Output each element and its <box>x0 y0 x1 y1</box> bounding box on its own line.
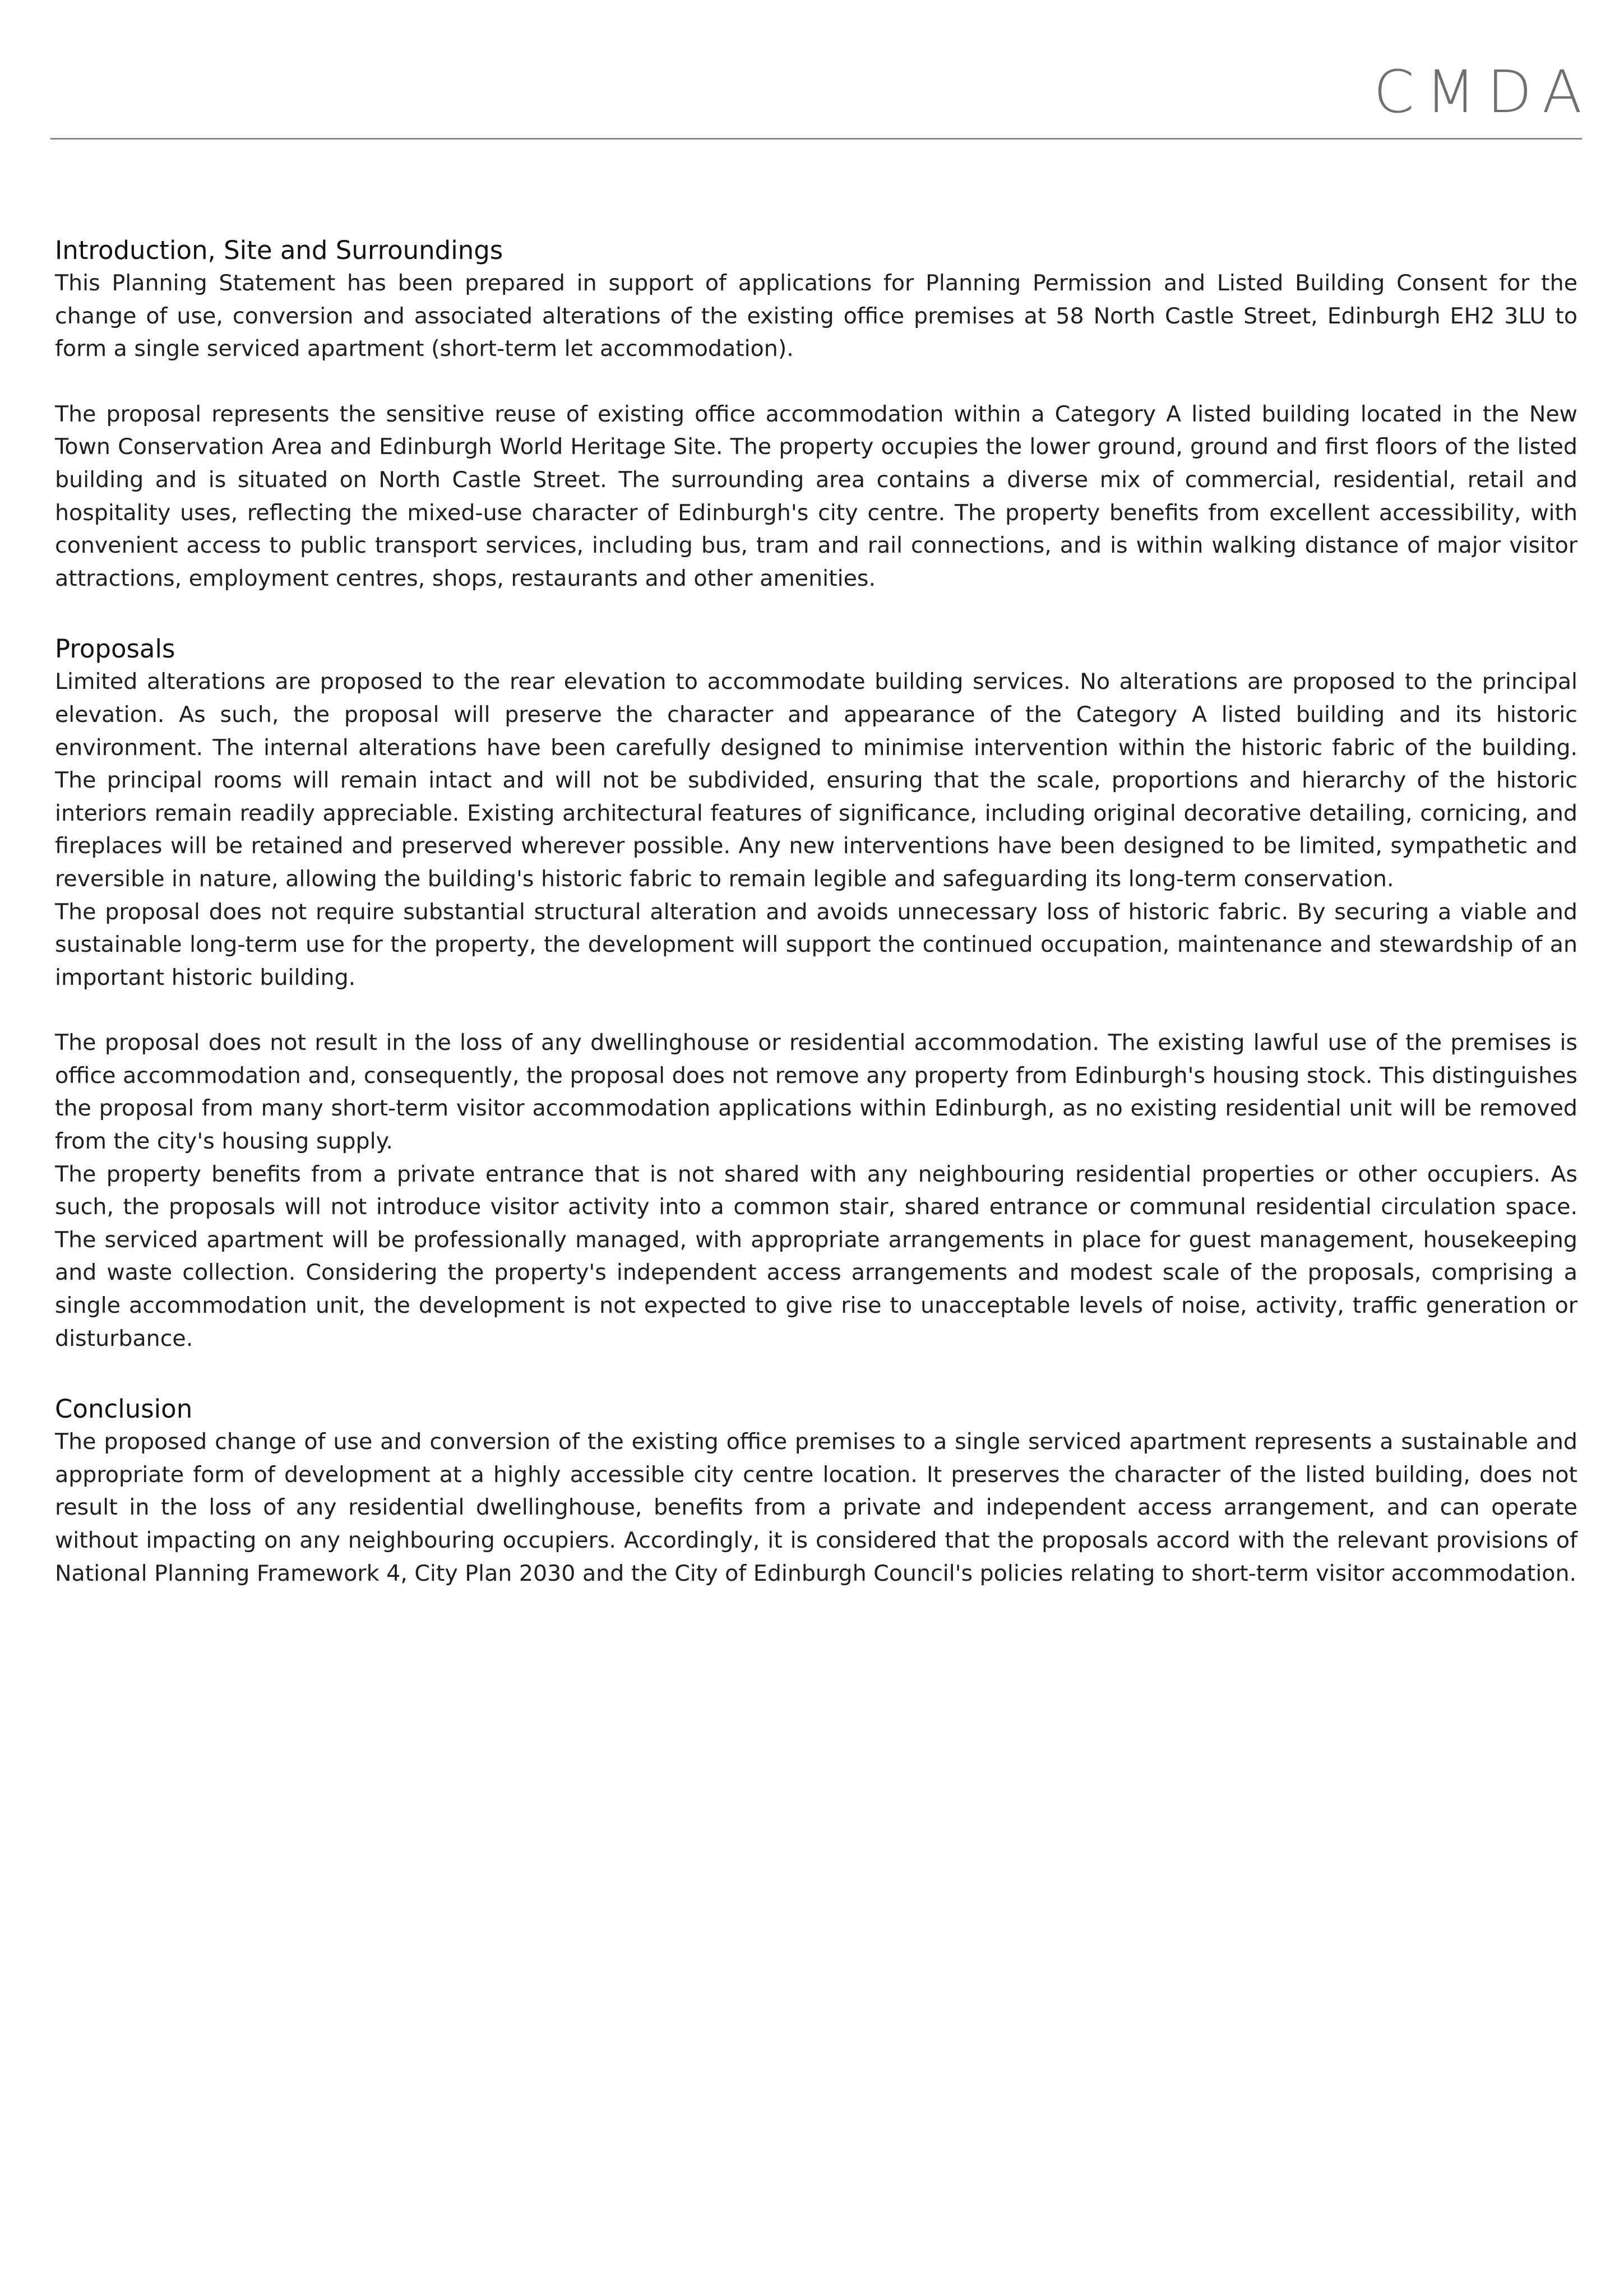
paragraph: The proposal does not require substantial structural alteration and avoids unnecessary loss of historic fabric. By securing a viable and sustainable long-term use for the property, the development will support the continued occupation, maintenance and stewardship of an important historic building. <box>55 899 1577 990</box>
section-conclusion <box>55 1393 1577 1590</box>
paragraph: The proposed change of use and conversion of the existing office premises to a single serviced apartment represents a sustainable and appropriate form of development at a highly accessible city centre location. It preserves the character of the listed building, does not result in the loss of any residential dwellinghouse, benefits from a private and independent access arrangement, and can operate without impacting on any neighbouring occupiers. Accordingly, it is considered that the proposals accord with the relevant provisions of National Planning Framework 4, City Plan 2030 and the City of Edinburgh Council's policies relating to short-term visitor accommodation. <box>55 1429 1577 1586</box>
section-introduction <box>55 234 1577 595</box>
section-title: Conclusion <box>55 1394 193 1424</box>
paragraph: The property benefits from a private entrance that is not shared with any neighbouring residential properties or other occupiers. As such, the proposals will not introduce visitor activity into a common stair, shared entrance or communal residential circulation space. The serviced apartment will be professionally managed, with appropriate arrangements in place for guest management, housekeeping and waste collection. Considering the property's independent access arrangements and modest scale of the proposals, comprising a single accommodation unit, the development is not expected to give rise to unacceptable levels of noise, activity, traffic generation or disturbance. <box>55 1161 1577 1351</box>
company-logo: CMDA <box>1373 58 1593 126</box>
section-proposals <box>55 633 1577 1355</box>
section-title: Introduction, Site and Surroundings <box>55 235 503 265</box>
paragraph: This Planning Statement has been prepared in support of applications for Planning Permission and Listed Building Consent for the change of use, conversion and associated alterations of the existing office premises at 58 North Castle Street, Edinburgh EH2 3LU to form a single serviced apartment (short-term let accommodation). <box>55 270 1577 362</box>
paragraph: The proposal does not result in the loss of any dwellinghouse or residential accommodation. The existing lawful use of the premises is office accommodation and, consequently, the proposal does not remove any property from Edinburgh's housing stock. This distinguishes the proposal from many short-term visitor accommodation applications within Edinburgh, as no existing residential unit will be removed from the city's housing supply. <box>55 1030 1577 1155</box>
paragraph: The proposal represents the sensitive reuse of existing office accommodation within a Category A listed building located in the New Town Conservation Area and Edinburgh World Heritage Site. The property occupies the lower ground, ground and first floors of the listed building and is situated on North Castle Street. The surrounding area contains a diverse mix of commercial, residential, retail and hospitality uses, reflecting the mixed-use character of Edinburgh's city centre. The property benefits from excellent accessibility, with convenient access to public transport services, including bus, tram and rail connections, and is within walking distance of major visitor attractions, employment centres, shops, restaurants and other amenities. <box>55 401 1577 591</box>
paragraph: Limited alterations are proposed to the rear elevation to accommodate building services. No alterations are proposed to the principal elevation. As such, the proposal will preserve the character and appearance of the Category A listed building and its historic environment. The internal alterations have been carefully designed to minimise intervention within the historic fabric of the building. The principal rooms will remain intact and will not be subdivided, ensuring that the scale, proportions and hierarchy of the historic interiors remain readily appreciable. Existing architectural features of significance, including original decorative detailing, cornicing, and fireplaces will be retained and preserved wherever possible. Any new interventions have been designed to be limited, sympathetic and reversible in nature, allowing the building's historic fabric to remain legible and safeguarding its long-term conservation. <box>55 669 1577 892</box>
page-header <box>50 0 1593 140</box>
section-title: Proposals <box>55 634 175 664</box>
document-body <box>55 234 1577 1590</box>
